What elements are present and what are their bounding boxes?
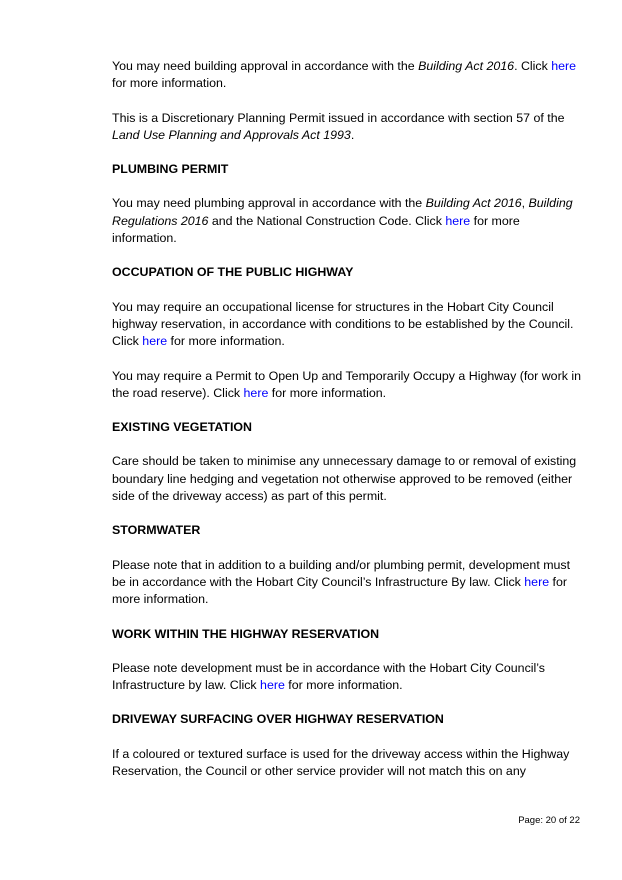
act-title: Building Regulations 2016 — [112, 196, 573, 228]
stormwater-paragraph — [112, 557, 587, 609]
vegetation-heading: EXISTING VEGETATION — [112, 420, 252, 435]
act-title: Land Use Planning and Approvals Act 1993 — [112, 127, 351, 142]
text-span: . — [350, 127, 355, 142]
text-span: This is a Discretionary Planning Permit issued in accordance with section 57 of the — [112, 110, 565, 125]
text-span: Please note development must be in accordance with the Hobart City Council’s Infrastructure by law. Click — [112, 660, 545, 693]
page-number: Page: 20 of 22 — [518, 815, 580, 826]
stormwater-link[interactable]: here — [524, 574, 550, 589]
stormwater-heading: STORMWATER — [112, 523, 201, 538]
occupation-heading: OCCUPATION OF THE PUBLIC HIGHWAY — [112, 265, 354, 280]
highway-work-link[interactable]: here — [260, 678, 285, 693]
text-span: You may need plumbing approval in accordance with the — [112, 196, 426, 211]
text-span: for more information. — [268, 385, 387, 400]
open-up-permit-link[interactable]: here — [243, 385, 269, 400]
act-title: Building Act 2016 — [425, 196, 522, 211]
highway-work-paragraph — [112, 660, 587, 695]
plumbing-permit-heading: PLUMBING PERMIT — [112, 162, 229, 177]
highway-work-heading: WORK WITHIN THE HIGHWAY RESERVATION — [112, 626, 380, 641]
plumbing-permit-paragraph — [112, 195, 587, 247]
text-span: You may require an occupational license for structures in the Hobart City Council highway reservation, in accordance with conditions to be established by the Council. Click — [112, 299, 574, 349]
page-content — [112, 58, 587, 780]
occupational-license-link[interactable]: here — [142, 334, 168, 349]
act-title: Building Act 2016 — [418, 59, 515, 73]
open-up-permit-paragraph — [112, 368, 587, 403]
text-span: and the National Construction Code. Click — [208, 213, 446, 228]
driveway-paragraph: If a coloured or textured surface is used for the driveway access within the Highway Reservation, the Council or other service provider will not match this on any — [112, 746, 570, 779]
text-span: for more information. — [112, 76, 227, 91]
text-span: for more information. — [167, 334, 285, 349]
occupational-license-paragraph — [112, 299, 587, 351]
building-approval-paragraph — [112, 58, 587, 93]
text-span: , — [521, 196, 529, 211]
text-span: You may need building approval in accordance with the — [112, 59, 419, 73]
vegetation-paragraph: Care should be taken to minimise any unnecessary damage to or removal of existing boundary line hedging and vegetation not otherwise approved to be removed (either side of the driveway access) as part of this permit. — [112, 454, 577, 504]
text-span: for more information. — [112, 213, 520, 246]
text-span: You may require a Permit to Open Up and Temporarily Occupy a Highway (for work in the road reserve). Click — [112, 368, 581, 400]
plumbing-permit-link[interactable]: here — [445, 213, 471, 228]
building-approval-link[interactable]: here — [551, 59, 577, 73]
text-span: for more information. — [112, 574, 567, 607]
text-span: . Click — [514, 59, 552, 73]
text-span: Please note that in addition to a building and/or plumbing permit, development must be in accordance with the Hobart City Council’s Infrastructure By law. Click — [112, 557, 571, 589]
driveway-heading: DRIVEWAY SURFACING OVER HIGHWAY RESERVATION — [112, 712, 444, 727]
text-span: for more information. — [284, 678, 403, 693]
planning-permit-paragraph — [112, 110, 587, 145]
